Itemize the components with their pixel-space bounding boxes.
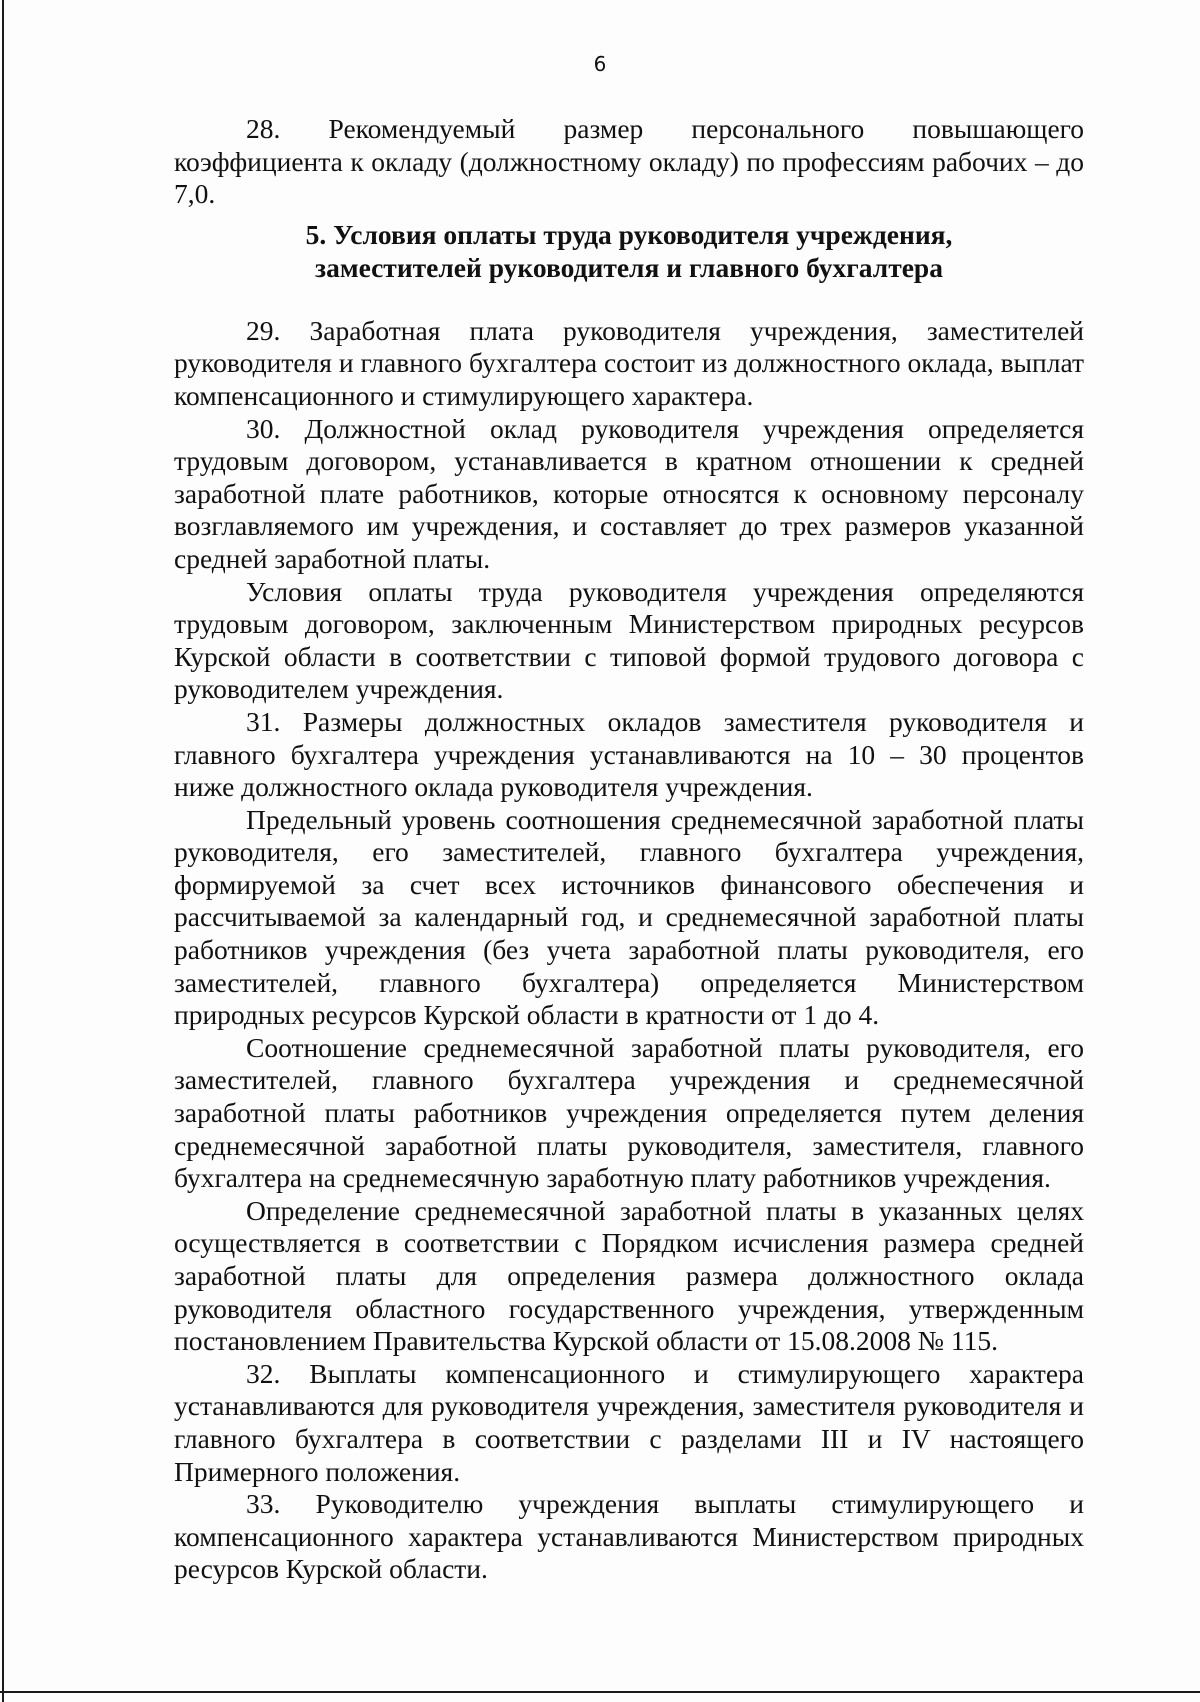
paragraph-31-ratio: Соотношение среднемесячной заработной платы руководителя, его заместителей, главного бухгалтера учреждения и среднемесячной заработной платы работников учреждения определяется путем деления среднемесячной заработной платы руководителя, заместителя, главного бухгалтера на среднемесячную заработную плату работников учреждения. [174,1031,1084,1194]
paragraph-31-calculation: Определение среднемесячной заработной платы в указанных целях осуществляется в соответствии с Порядком исчисления размера средней заработной платы для определения размера должностного оклада руководителя областного государственного учреждения, утвержденным постановлением Правительства Курской области от 15.08.2008 № 115. [174,1194,1084,1357]
section-heading-line-2: заместителей руководителя и главного бухгалтера [315,251,943,283]
section-heading-line-1: 5. Условия оплаты труда руководителя учреждения, [305,218,953,250]
section-heading [174,218,1084,284]
scan-edge-bottom [0,1691,1200,1693]
paragraph-33: 33. Руководителю учреждения выплаты стимулирующего и компенсационного характера устанавливаются Министерством природных ресурсов Курской области. [174,1488,1084,1585]
document-body [174,113,1084,1586]
paragraph-28: 28. Рекомендуемый размер персонального повышающего коэффициента к окладу (должностному окладу) по профессиям рабочих – до 7,0. [174,113,1084,210]
paragraph-30: 30. Должностной оклад руководителя учреждения определяется трудовым договором, устанавливается в кратном отношении к средней заработной плате работников, которые относятся к основному персоналу возглавляемого им учреждения, и составляет до трех размеров указанной средней заработной платы. [174,412,1084,574]
paragraph-31-limit: Предельный уровень соотношения среднемесячной заработной платы руководителя, его заместителей, главного бухгалтера учреждения, формируемой за счет всех источников финансового обеспечения и рассчитываемой за календарный год, и среднемесячной заработной платы работников учреждения (без учета заработной платы руководителя, его заместителей, главного бухгалтера) определяется Министерством природных ресурсов Курской области в кратности от 1 до 4. [174,803,1084,1031]
paragraph-32: 32. Выплаты компенсационного и стимулирующего характера устанавливаются для руководителя учреждения, заместителя руководителя и главного бухгалтера в соответствии с разделами III и IV настоящего Примерного положения. [174,1357,1084,1487]
page-number: 6 [593,52,607,76]
scan-edge-left [2,0,4,1702]
paragraph-31: 31. Размеры должностных окладов заместителя руководителя и главного бухгалтера учреждения устанавливаются на 10 – 30 процентов ниже должностного оклада руководителя учреждения. [174,705,1084,803]
paragraph-29: 29. Заработная плата руководителя учреждения, заместителей руководителя и главного бухгалтера состоит из должностного оклада, выплат компенсационного и стимулирующего характера. [174,314,1084,411]
paragraph-30-conditions: Условия оплаты труда руководителя учреждения определяются трудовым договором, заключенным Министерством природных ресурсов Курской области в соответствии с типовой формой трудового договора с руководителем учреждения. [174,575,1084,705]
